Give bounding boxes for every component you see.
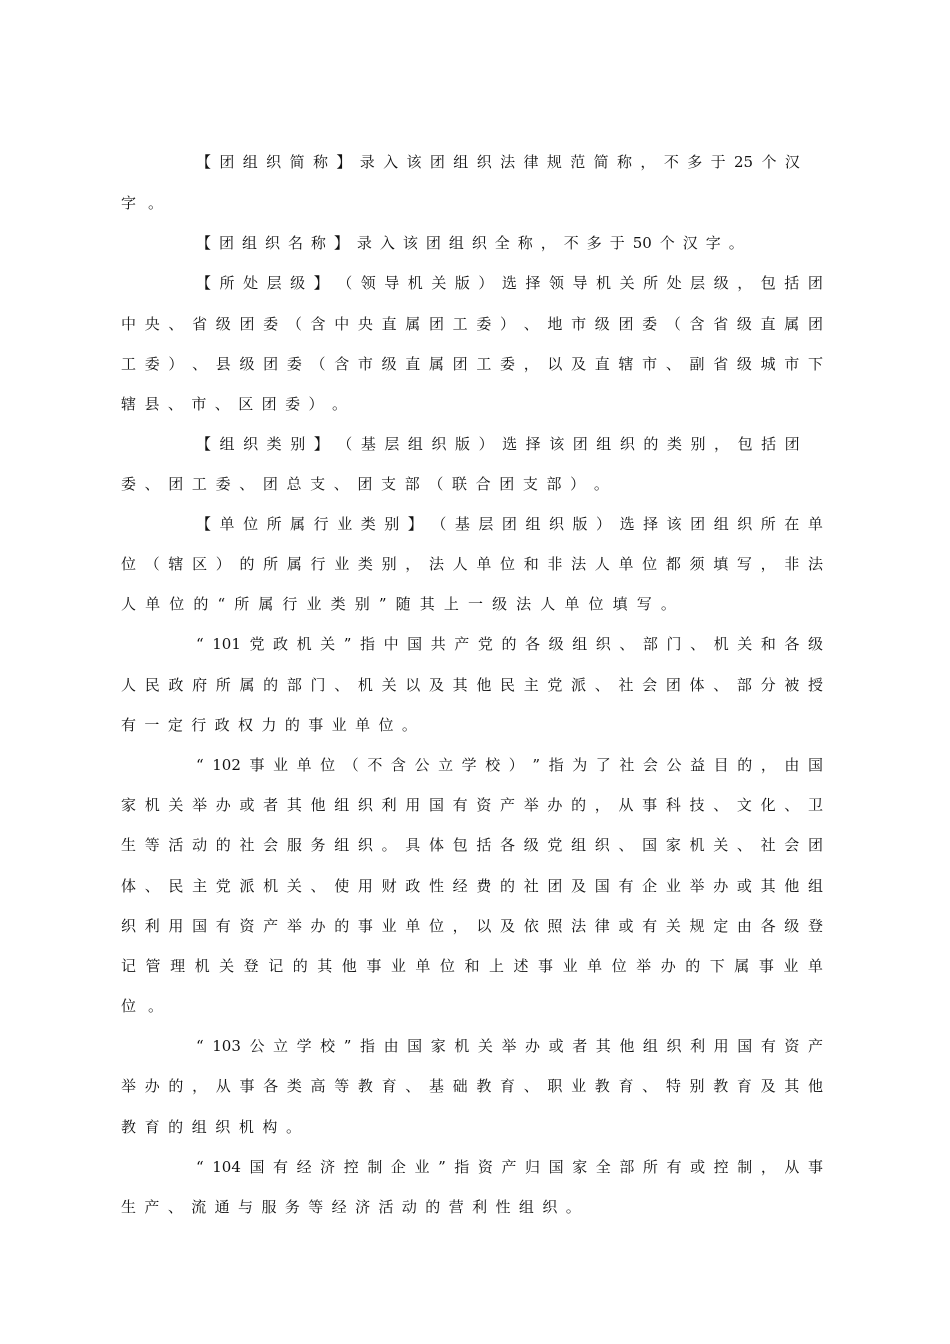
text-line: 委 、 团 工 委 、 团 总 支 、 团 支 部 （ 联 合 团 支 部 ） 。	[121, 475, 609, 493]
text-line: 有 一 定 行 政 权 力 的 事 业 单 位 。	[121, 716, 417, 734]
text-line: 织 利 用 国 有 资 产 举 办 的 事 业 单 位 ， 以 及 依 照 法 律 或 有 关 规 定 由 各 级 登	[121, 917, 823, 935]
text-line: 生 产 、 流 通 与 服 务 等 经 济 活 动 的 营 利 性 组 织 。	[121, 1198, 581, 1216]
text-line: “ 103 公 立 学 校 ” 指 由 国 家 机 关 举 办 或 者 其 他 组 织 利 用 国 有 资 产	[196, 1037, 823, 1055]
text-line: 体 、 民 主 党 派 机 关 、 使 用 财 政 性 经 费 的 社 团 及 国 有 企 业 举 办 或 其 他 组	[121, 877, 823, 895]
text-line: 【 团 组 织 名 称 】 录 入 该 团 组 织 全 称 ， 不 多 于 50 个 汉 字 。	[196, 234, 744, 252]
text-line: 【 团 组 织 简 称 】 录 入 该 团 组 织 法 律 规 范 简 称 ， 不 多 于 25 个 汉	[196, 153, 800, 171]
text-line: 【 所 处 层 级 】 （ 领 导 机 关 版 ） 选 择 领 导 机 关 所 处 层 级 ， 包 括 团	[196, 274, 823, 292]
text-line: “ 101 党 政 机 关 ” 指 中 国 共 产 党 的 各 级 组 织 、 部 门 、 机 关 和 各 级	[196, 635, 823, 653]
text-line: 人 民 政 府 所 属 的 部 门 、 机 关 以 及 其 他 民 主 党 派 、 社 会 团 体 、 部 分 被 授	[121, 676, 823, 694]
text-line: “ 102 事 业 单 位 （ 不 含 公 立 学 校 ） ” 指 为 了 社 会 公 益 目 的 ， 由 国	[196, 756, 823, 774]
text-line: 人 单 位 的 “ 所 属 行 业 类 别 ” 随 其 上 一 级 法 人 单 位 填 写 。	[121, 595, 676, 613]
text-line: 辖 县 、 市 、 区 团 委 ） 。	[121, 395, 347, 413]
text-line: 工 委 ） 、 县 级 团 委 （ 含 市 级 直 属 团 工 委 ， 以 及 直 辖 市 、 副 省 级 城 市 下	[121, 355, 823, 373]
text-line: “ 104 国 有 经 济 控 制 企 业 ” 指 资 产 归 国 家 全 部 所 有 或 控 制 ， 从 事	[196, 1158, 823, 1176]
text-line: 【 单 位 所 属 行 业 类 别 】 （ 基 层 团 组 织 版 ） 选 择 该 团 组 织 所 在 单	[196, 515, 823, 533]
text-line: 家 机 关 举 办 或 者 其 他 组 织 利 用 国 有 资 产 举 办 的 ， 从 事 科 技 、 文 化 、 卫	[121, 796, 823, 814]
text-line: 生 等 活 动 的 社 会 服 务 组 织 。 具 体 包 括 各 级 党 组 织 、 国 家 机 关 、 社 会 团	[121, 836, 823, 854]
text-line: 中 央 、 省 级 团 委 （ 含 中 央 直 属 团 工 委 ） 、 地 市 级 团 委 （ 含 省 级 直 属 团	[121, 315, 823, 333]
text-line: 字。	[121, 194, 176, 212]
text-line: 举 办 的 ， 从 事 各 类 高 等 教 育 、 基 础 教 育 、 职 业 教 育 、 特 别 教 育 及 其 他	[121, 1077, 823, 1095]
text-line: 位。	[121, 997, 176, 1015]
text-line: 教 育 的 组 织 机 构 。	[121, 1118, 301, 1136]
text-line: 记 管 理 机 关 登 记 的 其 他 事 业 单 位 和 上 述 事 业 单 位 举 办 的 下 属 事 业 单	[121, 957, 823, 975]
text-line: 【 组 织 类 别 】 （ 基 层 组 织 版 ） 选 择 该 团 组 织 的 类 别 ， 包 括 团	[196, 435, 800, 453]
text-line: 位 （ 辖 区 ） 的 所 属 行 业 类 别 ， 法 人 单 位 和 非 法 人 单 位 都 须 填 写 ， 非 法	[121, 555, 823, 573]
